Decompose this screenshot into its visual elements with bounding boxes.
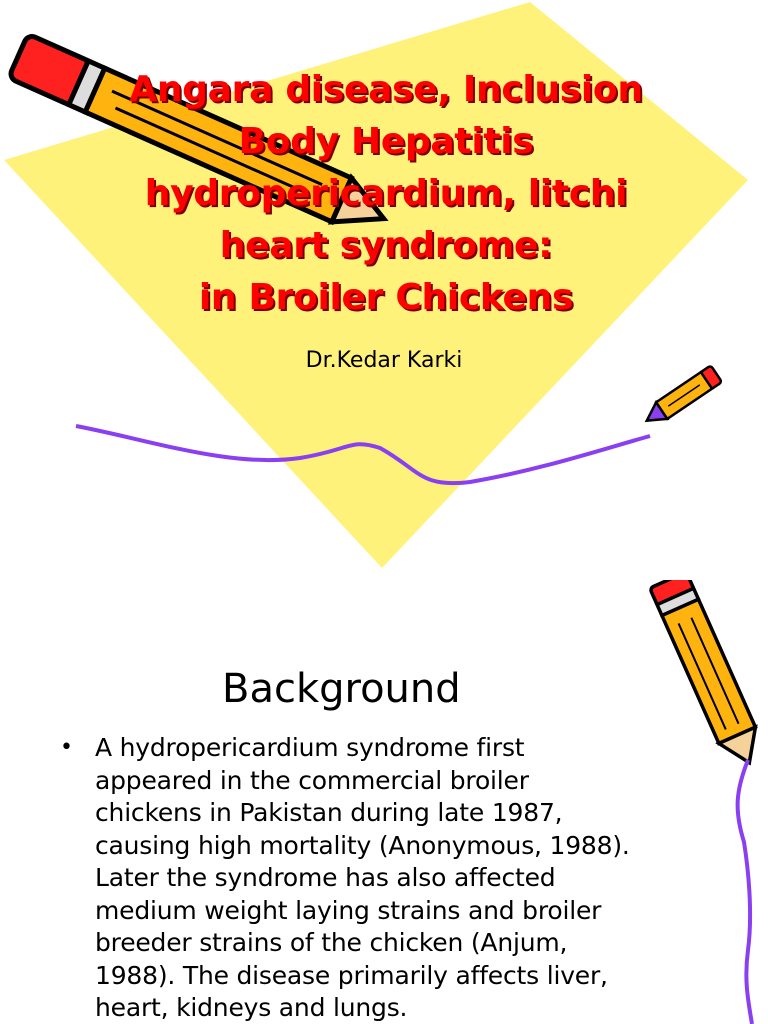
bullet-line: A hydropericardium syndrome first [95,733,525,762]
bullet-line: medium weight laying strains and broiler [95,895,602,925]
slide-heading: Background [222,666,461,712]
bullet-line: breeder strains of the chicken (Anjum, [95,928,568,957]
title-line: in Broiler Chickens [198,277,574,318]
pencil-icon [641,365,722,429]
bullet-line: heart, kidneys and lungs. [95,993,408,1022]
title-line: hydropericardium, litchi [144,173,628,214]
title-line: Angara disease, Inclusion [129,69,643,110]
author-name: Dr.Kedar Karki [305,348,463,373]
bullet-line: appeared in the commercial broiler [95,765,529,795]
bullet-marker: • [60,735,73,760]
bullet-list [60,732,700,1024]
bullet-item [60,732,700,1024]
bullet-line: causing high mortality (Anonymous, 1988). [95,830,630,860]
slide-title [100,64,672,324]
bullet-line: 1988). The disease primarily affects liver, [95,960,608,990]
background-slide [0,580,768,1024]
title-line: Body Hepatitis [238,121,534,162]
title-line: heart syndrome: [219,225,553,266]
squiggle-line [738,760,752,1024]
bullet-line: Later the syndrome has also affected [95,863,556,892]
bullet-line: chickens in Pakistan during late 1987, [95,798,563,827]
